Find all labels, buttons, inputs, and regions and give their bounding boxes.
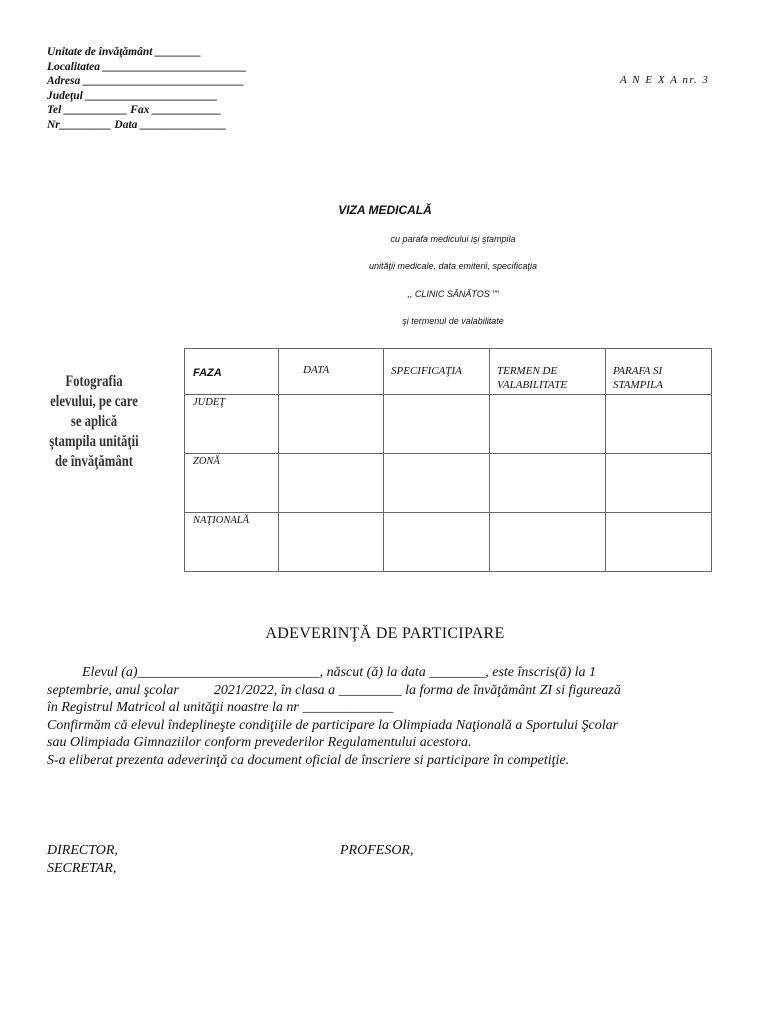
photo-placeholder: Fotografia elevului, pe care se aplică ştampila unităţii de învăţământ [49,373,139,470]
teacher-label: PROFESOR, [340,843,414,858]
table-cell [279,454,384,513]
table-cell [490,454,606,513]
secretary-label: SECRETAR, [47,861,117,876]
table-cell [384,513,490,572]
table-row [185,395,712,454]
certificate-line-4: Confirmăm că elevul îndeplineşte condiţiile de participare la Olimpiada Naţională a Sportului Şcolar [47,717,619,733]
certificate-title: ADEVERINŢĂ DE PARTICIPARE [265,625,505,642]
medical-visa-line-1: cu parafa medicului işi ştampila [390,234,516,244]
table-cell [384,454,490,513]
header-termen: TERMEN DE VALABILITATE [497,365,568,391]
locality-line: Localitatea _________________________ [47,60,247,73]
row-label-nationala: NAŢIONALĂ [193,515,250,526]
certificate-body [47,664,737,769]
signature-block-left [47,842,118,878]
table-header-row [185,349,712,395]
certificate-line-5: sau Olimpiada Gimnaziilor conform prevederilor Regulamentului acestora. [47,735,472,750]
phone-fax-line: Tel ___________ Fax ____________ [47,104,222,116]
table-cell [606,513,712,572]
table-cell [490,513,606,572]
school-unit-line: Unitate de învăţământ ________ [47,46,202,58]
table-cell [606,395,712,454]
header-parafa: PARAFA SI STAMPILA [613,365,663,391]
table-row [185,454,712,513]
header-faza: FAZA [193,367,222,379]
row-label-judet: JUDEŢ [193,397,226,408]
medical-visa-line-2: unităţii medicale, data emiterii, specificaţia [368,261,538,271]
annex-label: A N E X A nr. 3 [620,74,710,86]
medical-visa-line-4: şi termenul de valabilitate [402,316,504,326]
table-cell [490,395,606,454]
medical-visa-line-3: ,, CLINIC SĂNĂTOS "" [407,289,499,299]
header-data: DATA [303,364,330,376]
table-cell [384,395,490,454]
medical-visa-table [184,348,712,572]
number-date-line: Nr_________ Data _______________ [47,118,227,131]
medical-visa-title: VIZA MEDICALĂ [338,203,432,217]
certificate-line-6: S-a eliberat prezenta adeverinţă ca document oficial de înscriere si participare în competiţie. [47,752,570,768]
address-line: Adresa ____________________________ [47,75,245,87]
table-cell [606,454,712,513]
certificate-line-3: în Registrul Matricol al unităţii noastre la nr _____________ [47,700,394,715]
table-cell [279,395,384,454]
school-info-block [47,45,247,132]
director-label: DIRECTOR, [47,843,118,858]
certificate-line-2: septembrie, anul şcolar 2021/2022, în clasa a _________ la forma de învăţământ ZI si figurează [47,682,621,698]
table-cell [279,513,384,572]
header-specificatia: SPECIFICAŢIA [391,365,462,377]
certificate-line-1: Elevul (a)__________________________, născut (ă) la data ________, este înscris(ă) la 1 [47,665,597,680]
row-label-zona: ZONĂ [193,456,220,467]
table-row [185,513,712,572]
county-line: Judeţul _______________________ [47,89,218,102]
